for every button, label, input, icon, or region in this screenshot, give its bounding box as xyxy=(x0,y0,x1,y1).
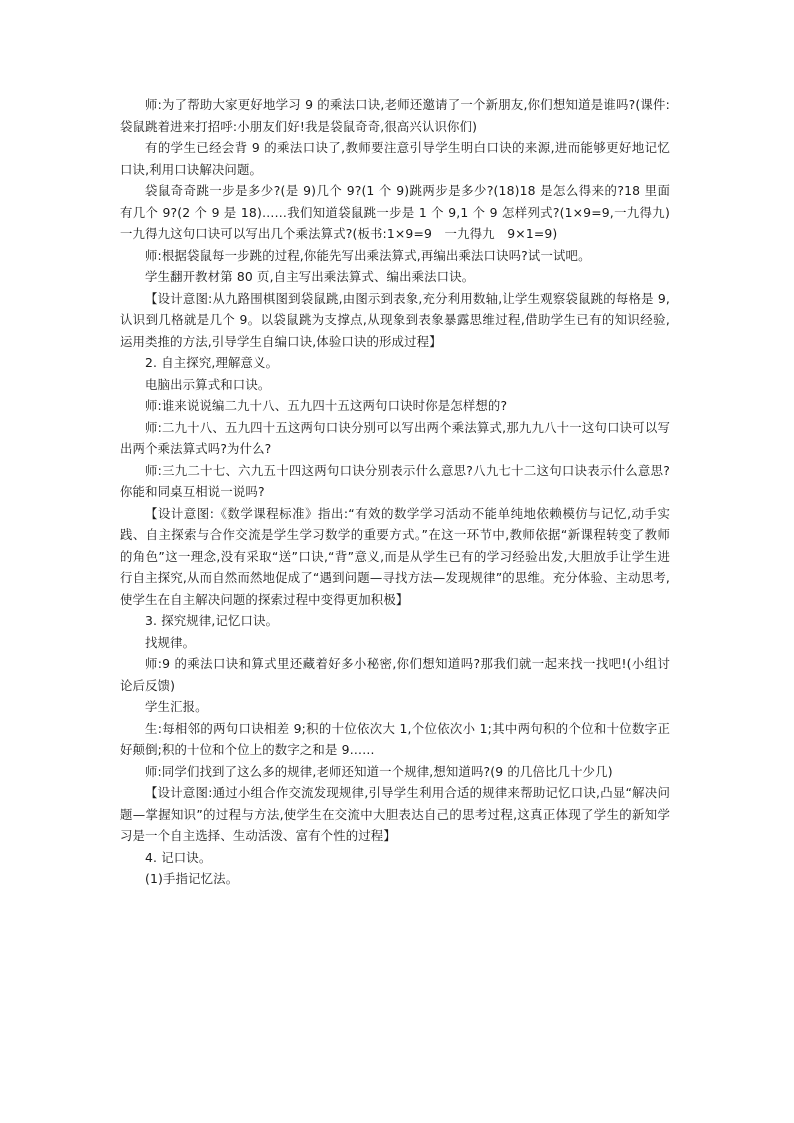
paragraph: (1)手指记忆法。 xyxy=(145,871,239,886)
design-intent-note: 【设计意图:通过小组合作交流发现规律,引导学生利用合适的规律来帮助记忆口诀,凸显“解决问题—掌握知识”的过程与方法,使学生在交流中大胆表达自己的思考过程,这真正体现了学生的新知学习是一个自主选择、生动活泼、富有个性的过程】 xyxy=(120,785,670,843)
paragraph: 师:同学们找到了这么多的规律,老师还知道一个规律,想知道吗?(9 的几倍比几十少几) xyxy=(145,763,613,779)
paragraph: 师:谁来说说编二九十八、五九四十五这两句口诀时你是怎样想的? xyxy=(145,398,508,413)
paragraph: 师:根据袋鼠每一步跳的过程,你能先写出乘法算式,再编出乘法口诀吗?试一试吧。 xyxy=(145,247,591,263)
document-body xyxy=(120,94,670,890)
paragraph: 生:每相邻的两句口诀相差 9;积的十位依次大 1,个位依次小 1;其中两句积的个位和十位数字正好颠倒;积的十位和个位上的数字之和是 9…… xyxy=(120,720,670,757)
paragraph: 学生翻开教材第 80 页,自主写出乘法算式、编出乘法口诀。 xyxy=(145,269,475,284)
paragraph: 师:为了帮助大家更好地学习 9 的乘法口诀,老师还邀请了一个新朋友,你们想知道是谁吗?(课件:袋鼠跳着进来打招呼:小朋友们好!我是袋鼠奇奇,很高兴认识你们) xyxy=(120,97,670,134)
section-heading: 2. 自主探究,理解意义。 xyxy=(145,355,279,370)
paragraph: 袋鼠奇奇跳一步是多少?(是 9)几个 9?(1 个 9)跳两步是多少?(18)18 是怎么得来的?18 里面有几个 9?(2 个 9 是 18)……我们知道袋鼠跳一步是 1 个 9,1 个 9 怎样列式?(1×9=9,一九得九)一九得九这句口诀可以写出几个乘法算式?(板书:1×9=9 一九得九 9×1=9) xyxy=(120,183,670,241)
paragraph: 找规律。 xyxy=(145,634,196,650)
paragraph: 师:9 的乘法口诀和算式里还藏着好多小秘密,你们想知道吗?那我们就一起来找一找吧!(小组讨论后反馈) xyxy=(120,656,670,693)
design-intent-note: 【设计意图:《数学课程标准》指出:“有效的数学学习活动不能单纯地依赖模仿与记忆,动手实践、自主探索与合作交流是学生学习数学的重要方式。”在这一环节中,教师依据“新课程转变了教师的角色”这一理念,没有采取“送”口诀,“背”意义,而是从学生已有的学习经验出发,大胆放手让学生进行自主探究,从而自然而然地促成了“遇到问题—寻找方法—发现规律”的思维。充分体验、主动思考,使学生在自主解决问题的探索过程中变得更加积极】 xyxy=(120,505,670,607)
design-intent-note: 【设计意图:从九路围棋图到袋鼠跳,由图示到表象,充分利用数轴,让学生观察袋鼠跳的每格是 9,认识到几格就是几个 9。以袋鼠跳为支撑点,从现象到表象暴露思维过程,借助学生已有的知识经验,运用类推的方法,引导学生自编口诀,体验口诀的形成过程】 xyxy=(120,290,670,349)
paragraph: 学生汇报。 xyxy=(145,699,208,714)
section-heading: 4. 记口诀。 xyxy=(145,849,212,865)
section-heading: 3. 探究规律,记忆口诀。 xyxy=(145,613,279,628)
paragraph: 电脑出示算式和口诀。 xyxy=(145,376,271,392)
paragraph: 师:三九二十七、六九五十四这两句口诀分别表示什么意思?八九七十二这句口诀表示什么意思?你能和同桌互相说一说吗? xyxy=(120,462,670,499)
paragraph: 有的学生已经会背 9 的乘法口诀了,教师要注意引导学生明白口诀的来源,进而能够更好地记忆口诀,利用口诀解决问题。 xyxy=(120,140,670,177)
paragraph: 师:二九十八、五九四十五这两句口诀分别可以写出两个乘法算式,那九九八十一这句口诀可以写出两个乘法算式吗?为什么? xyxy=(120,419,670,456)
